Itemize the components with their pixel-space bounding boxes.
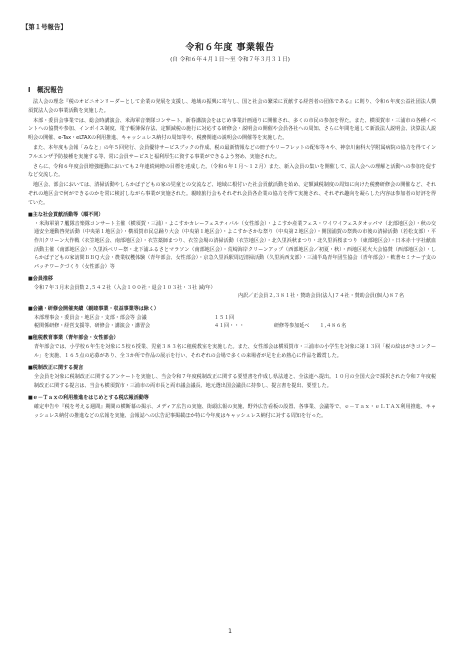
- meeting-row: [28, 322, 436, 331]
- meeting-value: １５１回: [214, 314, 235, 321]
- paragraph: 地区会、部会においては、清掃活動やしらかば子どもの家の児童との交流など、地域に根付いた社会貢献活動を始め、定額減税制度の周知に向けた税務研修会の開催など、それぞれの地区会で何ができるのかを常に検討しながら事業が実施された。親睦旅行会もそれぞれ会員各企業の協力を得て実施され、それぞれ趣向を凝らした内容は参加者の好評を得ていた。: [28, 182, 436, 206]
- heading-members: ■会員推移: [28, 275, 53, 282]
- meeting-label: 本部理事会・委員会・地区会・支部・部会等 会議: [34, 314, 147, 321]
- page-title: 令和６年度 事業報告: [185, 43, 275, 53]
- members-line: 令和７年３月末会員数２,５４２社（入会１００社・退会１０３社・３社 減/年）: [34, 284, 216, 291]
- report-body: [28, 98, 436, 420]
- paragraph: 本部・委員会事業では、総会時講演会、米海軍音楽隊コンサート、新春講演会をはじめ事業計画通りに開催され、多くの市民の参加を得た。また、横須賀市・三浦市の各種イベントへの協賛や参加、インボイス制度、電子帳簿保存法、定額減税の施行に対応する研修会・説明会の開催や会員各社への周知、さらに年間を通して新設法人説明会、決算法人説明会の開催、e-Tax・eLTAXの利用推進、キャッシュレス納付の周知等や、税務関連の説明会の開催等を実施した。: [28, 117, 436, 141]
- heading-etax: ■ｅ－Ｔａｘの利用推進をはじめとする税広報活動等: [28, 394, 149, 401]
- members-breakdown: 内訳／正会員２,３８１社・賛助会員(法人)７４社・賛助会員(個人)８７名: [238, 293, 404, 300]
- page-number: 1: [228, 628, 232, 635]
- meeting-value: ４１回・・・: [214, 323, 245, 330]
- section-heading: Ⅰ 概況報告: [28, 86, 64, 94]
- heading-meetings: ■会議・研修会開催実績（親睦事業・収益事業等は除く）: [28, 305, 159, 312]
- paragraph: さらに、令和６年度会員増強運動においても２年連続純増の目標を達成した。（令和６年１月～１２月）また、新入会員の集いを開催して、法人会への理解と活動への参加を促すなど交流した。: [28, 163, 436, 179]
- meeting-row: [28, 314, 436, 323]
- heading-proposal: ■税制改正に関する提言: [28, 365, 84, 372]
- etax-text: 確定申告や『税を考える週間』期間の横断幕の掲示、メディア広告の実施、街頭広報の実施、野外広告看板の設置、各事業、会議等で、ｅ－Ｔａｘ・ｅＬＴＡＸ利用推進、キャッシュレス納付の推進などの広報を実施、会報誌への広告記事掲載ほか特に今年度はキャッシュレス納付に対する周知を行った。: [34, 404, 436, 419]
- tax-education-text: 青年部会では、小学校６年生を対象に５校６授業、児童３８３名に租税教室を実施した。また、女性部会は横須賀市・三浦市の小学生を対象に第１３回「税の絵はがきコンクール」を実施、１６５点の応募があり、全３か所で作品の展示を行い、それぞれの会場で多くの来場者が足を止め熱心に作品を鑑賞した。: [34, 344, 436, 360]
- report-tag: 【第１号報告】: [22, 23, 67, 31]
- meeting-label: 税関係研修・経営支援等、研修会・講演会・講習会: [34, 323, 151, 330]
- paragraph: 法人会の理念『税のオピニオンリーダーとして企業の発展を支援し、地域の振興に寄与し、国と社会の繁栄に貢献する経営者の団体である』に則り、令和６年度公益社団法人横須賀法人会の事業活動を実施した。: [28, 99, 436, 114]
- events-text: ・米海軍第７艦隊音楽隊コンサート主催（横須賀・三浦）・よこすかカレーフェスティバル（女性部会）・よこすか産業フェス・ワイワイフェスタオッパマ（北部地区会）・秋の交通安全運動啓発活動（中央第１地区会）・横須賀市民总踊り大会（中央第１地区会）・よこすかさかな祭り（中央第２地区会）・開国浦賀の祭典の市後の清掃活動（若松支部）・平作川クリーン大作戦（衣笠地区会、南部地区会）・衣笠薬師まつり、衣笠会場の清掃活動（衣笠地区会）・北久里浜秋まつり・北久里浜桜まつり（東部地区会）・日本赤十字社献血活動主催（南部地区会）・久里浜ペリー祭・北下浦ふるさとマラソン（南部地区会）・荒崎海岸クリーンアップ（西部地区会／初夏・秋）・西地区花火大会協賛（西部地区会）・しらかば子どもの家訪問ＢＢＱ大会・農業収穫体験（青年部会、女性部会）・京急久里浜駅周辺清掃活動（久里浜西支部）・三浦半島青年団生協会（青年部会）・軟著セミナー子支のパッチワークづくり（女性部会）等: [34, 220, 436, 270]
- meeting-extra: 研修等参加延べ １,４８６名: [274, 323, 347, 330]
- paragraph: また、本年度も会報「みなと」の年５回発行、会員優待サービスブックの作成、税の最新情報などの冊子やリーフレットの配布等々や、神奈川歯科大学附属病院の協力を得てインフルエンザ予防接種を実施する等、常に会員サービスと福利厚生に資する事業ができるよう努め、実施された。: [28, 144, 436, 160]
- proposal-text: 全会員を対象に税制改正に関するアンケートを実施し、当会令和７年度税制改正に関する要望書を作成し県法連と、全法連へ提出。１０月の全国大会で採択された令和７年度税制改正に関する提言は、当会も横須賀市・三浦市の両市長と両市議会議長、地元選出国会議員に持参し、提言書を提出、要望した。: [34, 374, 436, 389]
- heading-events: ■主な社会貢献活動等（順不同）: [28, 211, 104, 218]
- report-period: (自 令和６年４月１日～至 令和７年３月３１日): [170, 57, 290, 63]
- heading-tax-education: ■租税教育事業（青年部会・女性部会）: [28, 335, 119, 342]
